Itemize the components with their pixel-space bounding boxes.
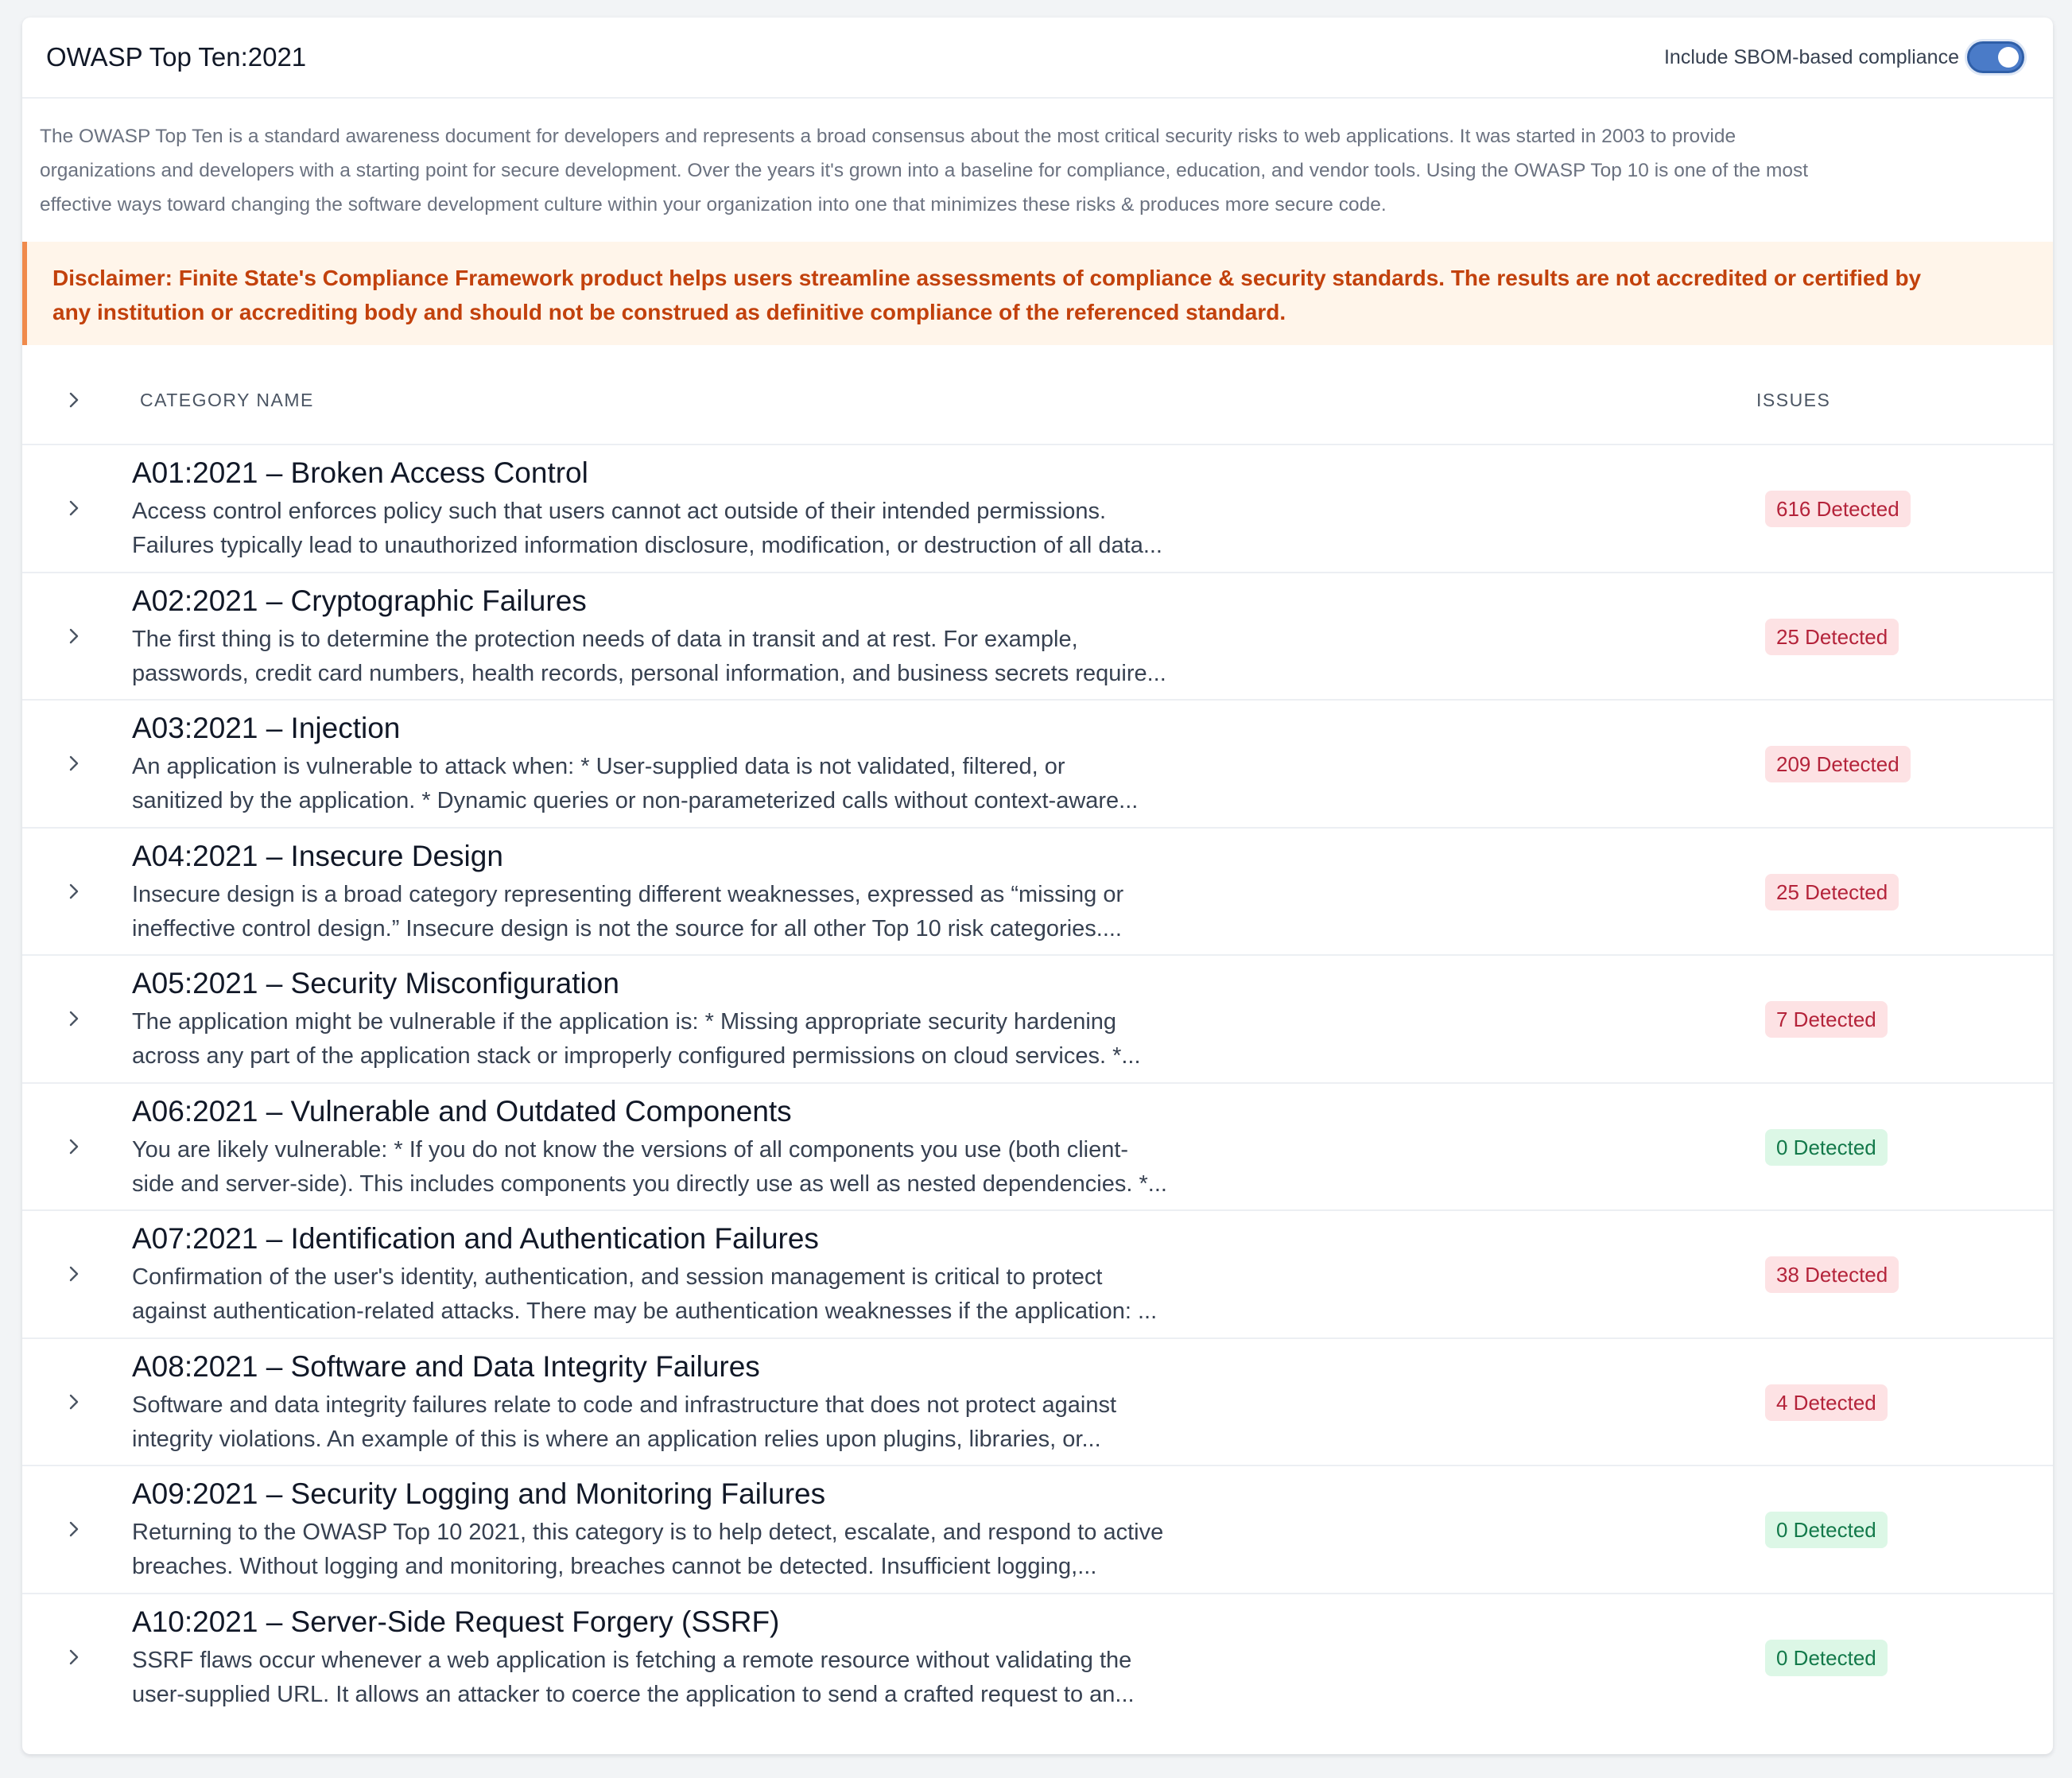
framework-description [22, 99, 2053, 242]
table-row[interactable] [22, 1211, 2053, 1339]
chevron-right-icon[interactable] [62, 1262, 86, 1286]
category-description-line: against authentication-related attacks. There may be authentication weaknesses if the application: ... [132, 1299, 1158, 1324]
disclaimer-line: any institution or accrediting body and should not be construed as definitive compliance of the referenced standard. [52, 300, 1286, 324]
category-description [132, 1388, 1261, 1457]
table-row[interactable] [22, 445, 2053, 573]
expand-all-chevron-right-icon[interactable] [62, 388, 86, 412]
table-row[interactable] [22, 1339, 2053, 1467]
category-description-line: across any part of the application stack or improperly configured permissions on cloud services. *... [132, 1043, 1141, 1069]
category-name[interactable]: A10:2021 – Server-Side Request Forgery (SSRF) [132, 1605, 780, 1638]
chevron-right-icon[interactable] [62, 1007, 86, 1031]
issues-badge: 25 Detected [1765, 619, 1899, 655]
category-description-line: breaches. Without logging and monitoring, breaches cannot be detected. Insufficient logging,... [132, 1554, 1097, 1579]
category-description-line: user-supplied URL. It allows an attacker to coerce the application to send a crafted request to an... [132, 1681, 1135, 1707]
category-description [132, 1644, 1261, 1712]
issues-badge: 616 Detected [1765, 491, 1911, 527]
sbom-compliance-toggle[interactable] [1967, 41, 2024, 73]
issues-badge: 0 Detected [1765, 1129, 1888, 1166]
issues-badge: 209 Detected [1765, 746, 1911, 782]
category-description-line: An application is vulnerable to attack when: * User-supplied data is not validated, filtered, or [132, 754, 1065, 779]
table-row[interactable] [22, 1594, 2053, 1722]
sbom-toggle-label: Include SBOM-based compliance [1663, 45, 1959, 68]
chevron-right-icon[interactable] [62, 496, 86, 520]
category-description-line: ineffective control design.” Insecure design is not the source for all other Top 10 risk categories.... [132, 915, 1122, 941]
card-header [22, 17, 2053, 99]
table-row[interactable] [22, 1084, 2053, 1212]
category-description-line: side and server-side). This includes components you directly use as well as nested dependencies. *... [132, 1170, 1167, 1197]
category-name[interactable]: A06:2021 – Vulnerable and Outdated Components [132, 1094, 792, 1128]
chevron-right-icon[interactable] [62, 624, 86, 648]
table-row[interactable] [22, 573, 2053, 701]
description-line: The OWASP Top Ten is a standard awareness document for developers and represents a broad consensus about the most critical security risks to web applications. It was started in 2003 to provide [40, 126, 1736, 147]
category-description-line: integrity violations. An example of this is where an application relies upon plugins, libraries, or... [132, 1426, 1101, 1452]
column-header-issues[interactable]: ISSUES [1756, 390, 1831, 410]
table-row[interactable] [22, 1466, 2053, 1594]
category-description [132, 623, 1261, 691]
category-name[interactable]: A07:2021 – Identification and Authentication Failures [132, 1222, 819, 1255]
category-description-line: Software and data integrity failures relate to code and infrastructure that does not protect against [132, 1392, 1117, 1418]
category-description [132, 1133, 1261, 1202]
category-description-line: Returning to the OWASP Top 10 2021, this category is to help detect, escalate, and respond to active [132, 1520, 1164, 1545]
table-row[interactable] [22, 829, 2053, 957]
category-description [132, 1260, 1261, 1329]
issues-badge: 0 Detected [1765, 1512, 1888, 1548]
disclaimer-banner [22, 242, 2053, 345]
category-description-line: The first thing is to determine the protection needs of data in transit and at rest. For example, [132, 626, 1078, 652]
issues-badge: 0 Detected [1765, 1640, 1888, 1676]
description-line: effective ways toward changing the software development culture within your organization into one that minimizes these risks & produces more secure code. [40, 194, 1387, 215]
category-name[interactable]: A05:2021 – Security Misconfiguration [132, 967, 619, 1000]
table-header [22, 359, 2053, 445]
category-name[interactable]: A02:2021 – Cryptographic Failures [132, 584, 587, 617]
category-description-line: Access control enforces policy such that users cannot act outside of their intended permissions. [132, 499, 1107, 524]
table-row[interactable] [22, 701, 2053, 829]
category-description-line: passwords, credit card numbers, health records, personal information, and business secrets require... [132, 660, 1166, 686]
category-name[interactable]: A04:2021 – Insecure Design [132, 839, 503, 872]
issues-badge: 4 Detected [1765, 1384, 1888, 1421]
description-line: organizations and developers with a starting point for secure development. Over the years it's grown into a baseline for compliance, education, and vendor tools. Using the OWASP Top 10 is one of the most [40, 160, 1809, 181]
chevron-right-icon[interactable] [62, 751, 86, 775]
category-description-line: Confirmation of the user's identity, authentication, and session management is critical to protect [132, 1264, 1103, 1290]
chevron-right-icon[interactable] [62, 1517, 86, 1541]
category-description [132, 495, 1261, 563]
category-description [132, 878, 1261, 946]
chevron-right-icon[interactable] [62, 879, 86, 903]
chevron-right-icon[interactable] [62, 1645, 86, 1669]
chevron-right-icon[interactable] [62, 1390, 86, 1414]
page-title: OWASP Top Ten:2021 [46, 42, 307, 72]
disclaimer-line: Disclaimer: Finite State's Compliance Framework product helps users streamline assessments of compliance & security standards. The results are not accredited or certified by [52, 266, 1922, 290]
issues-badge: 7 Detected [1765, 1001, 1888, 1038]
category-description [132, 750, 1261, 818]
category-description-line: SSRF flaws occur whenever a web application is fetching a remote resource without validating the [132, 1647, 1132, 1673]
issues-badge: 25 Detected [1765, 874, 1899, 910]
category-list [22, 445, 2053, 1722]
category-description-line: You are likely vulnerable: * If you do not know the versions of all components you use (both client- [132, 1136, 1129, 1163]
category-description-line: The application might be vulnerable if the application is: * Missing appropriate security hardening [132, 1009, 1117, 1035]
issues-badge: 38 Detected [1765, 1256, 1899, 1293]
category-description-line: Insecure design is a broad category representing different weaknesses, expressed as “missing or [132, 881, 1124, 907]
category-name[interactable]: A01:2021 – Broken Access Control [132, 456, 588, 489]
category-name[interactable]: A08:2021 – Software and Data Integrity Failures [132, 1349, 760, 1383]
category-name[interactable]: A09:2021 – Security Logging and Monitoring Failures [132, 1477, 826, 1510]
category-name[interactable]: A03:2021 – Injection [132, 712, 401, 744]
category-description [132, 1516, 1261, 1584]
compliance-card [22, 17, 2053, 1754]
category-description [132, 1005, 1261, 1073]
chevron-right-icon[interactable] [62, 1135, 86, 1159]
category-description-line: sanitized by the application. * Dynamic queries or non-parameterized calls without context-aware... [132, 788, 1139, 813]
column-header-category[interactable]: CATEGORY NAME [140, 390, 314, 410]
table-row[interactable] [22, 956, 2053, 1084]
toggle-knob [1998, 47, 2019, 68]
sbom-toggle-group [1664, 41, 2024, 73]
category-description-line: Failures typically lead to unauthorized information disclosure, modification, or destruction of all data... [132, 533, 1162, 558]
